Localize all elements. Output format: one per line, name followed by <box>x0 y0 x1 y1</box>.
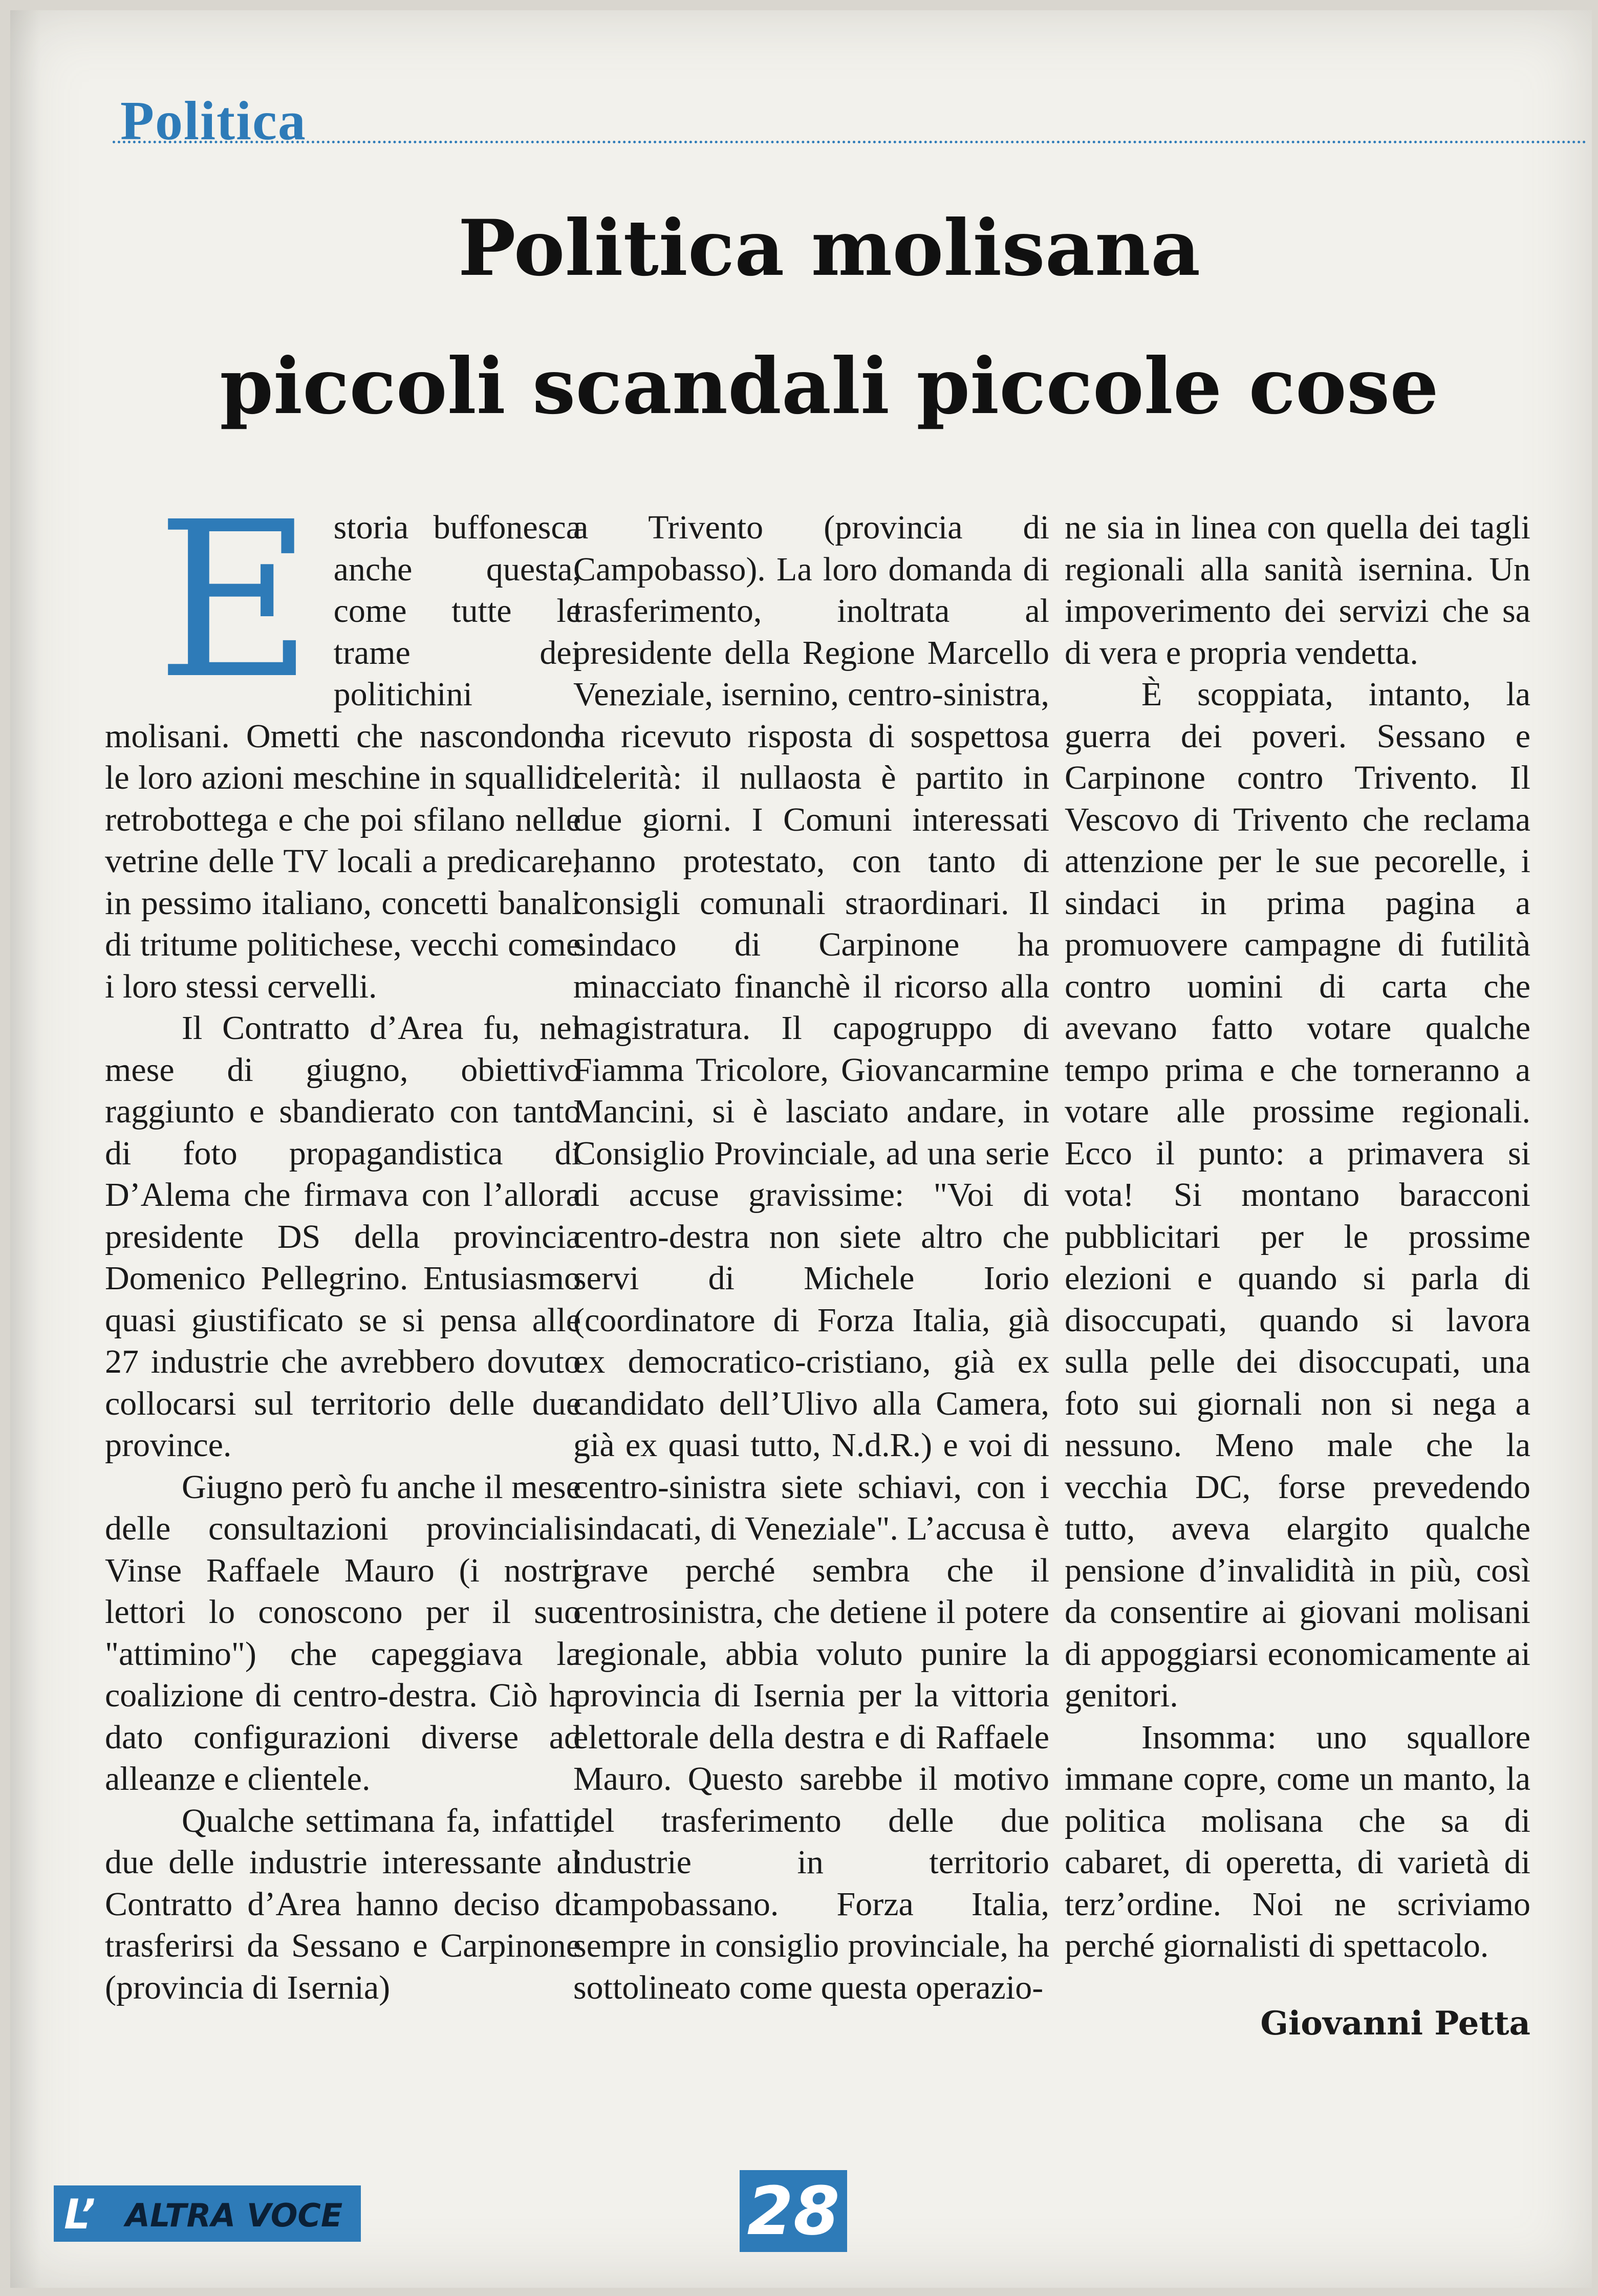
drop-cap: E <box>156 476 313 726</box>
paragraph: a Trivento (provincia di Campobasso). La loro domanda di trasferimento, inoltrata al presidente della Regione Marcello Veneziale, isernino, centro-sinistra, ha ricevuto risposta di sospettosa celerità: il nullaosta è partito in due giorni. I Comuni interessati hanno protestato, con tanto di consigli comunali straordinari. Il sindaco di Carpinone ha minacciato financhè il ricorso alla magistratura. Il capogruppo di Fiamma Tricolore, Giovancarmine Mancini, si è lasciato andare, in Consiglio Provinciale, ad una serie di accuse gravissime: "Voi di centro-destra non siete altro che servi di Michele Iorio (coordinatore di Forza Italia, già ex democratico-cristiano, già ex candidato dell’Ulivo alla Camera, già ex quasi tutto, N.d.R.) e voi di centro-sinistra siete schiavi, con i sindacati, di Veneziale". L’accusa è grave perché sembra che il centrosinistra, che detiene il potere regionale, abbia voluto punire la provincia di Isernia per la vittoria elettorale della destra e di Raffaele Mauro. Questo sarebbe il motivo del trasferimento delle due industrie in territorio campobassano. Forza Italia, sempre in consiglio provinciale, ha sottolineato come questa operazio- <box>573 509 1049 2006</box>
article-column-3 <box>1065 507 1530 2044</box>
paragraph: ne sia in linea con quella dei tagli regionali alla sanità isernina. Un impoverimento dei servizi che sa di vera e propria vendetta. <box>1065 509 1530 672</box>
magazine-page <box>10 10 1592 2288</box>
paragraph: Il Contratto d’Area fu, nel mese di giugno, obiettivo raggiunto e sbandierato con tanto di foto propagandistica di D’Alema che firmava con l’allora presidente DS della provincia Domenico Pellegrino. Entusiasmo quasi giustificato se si pensa alle 27 industrie che avrebbero dovuto collocarsi sul territorio delle due province. <box>105 1009 581 1464</box>
section-label: Politica <box>120 91 307 151</box>
section-divider <box>113 141 1587 143</box>
author-byline: Giovanni Petta <box>1260 2004 1530 2043</box>
paragraph: Qualche settimana fa, infatti, due delle industrie interessante al Contratto d’Area hanno deciso di trasferirsi da Sessano e Carpinone (provincia di Isernia) <box>105 1802 581 2006</box>
paragraph: È scoppiata, intanto, la guerra dei poveri. Sessano e Carpinone contro Trivento. Il Vescovo di Trivento che reclama attenzione per le sue pecorelle, i sindaci in prima pagina a promuovere campagne di futilità contro uomini di carta che avevano fatto votare qualche tempo prima e che torneranno a votare alle prossime regionali. Ecco il punto: a primavera si vota! Si montano baracconi pubblicitari per le prossime elezioni e quando si parla di disoccupati, quando si lavora sulla pelle dei disoccupati, una foto sui giornali non si nega a nessuno. Meno male che la vecchia DC, forse prevedendo tutto, aveva elargito qualche pensione d’invalidità in più, così da consentire ai giovani molisani di appoggiarsi economicamente ai genitori. <box>1065 676 1530 1714</box>
article-column-1 <box>105 476 581 2008</box>
page-gutter-shadow <box>10 10 41 2288</box>
article-column-2 <box>573 507 1049 2008</box>
logo-text: ALTRA VOCE <box>125 2197 343 2234</box>
paragraph: Giugno però fu anche il mese delle consultazioni provinciali. Vinse Raffaele Mauro (i nostri lettori lo conoscono per il suo "attimino") che capeggiava la coalizione di centro-destra. Ciò ha dato configurazioni diverse ad alleanze e clientele. <box>105 1468 581 1797</box>
page-number: 28 <box>740 2170 847 2252</box>
magazine-logo <box>54 2185 361 2242</box>
headline <box>138 179 1520 456</box>
headline-line-1: Politica molisana <box>458 203 1201 293</box>
paragraph: storia buffonesca anche questa, come tutte le trame dei politichini molisani. Ometti che nascondono le loro azioni meschine in squallidi retrobottega e che poi sfilano nelle vetrine delle TV locali a predicare, in pessimo italiano, concetti banali di tritume politichese, vecchi come i loro stessi cervelli. <box>105 509 581 1005</box>
headline-line-2: piccoli scandali piccole cose <box>220 341 1439 431</box>
logo-mark: L’ <box>64 2191 96 2238</box>
paragraph: Insomma: uno squallore immane copre, come un manto, la politica molisana che sa di cabaret, di operetta, di varietà di terz’ordine. Noi ne scriviamo perché giornalisti di spettacolo. <box>1065 1718 1530 1964</box>
